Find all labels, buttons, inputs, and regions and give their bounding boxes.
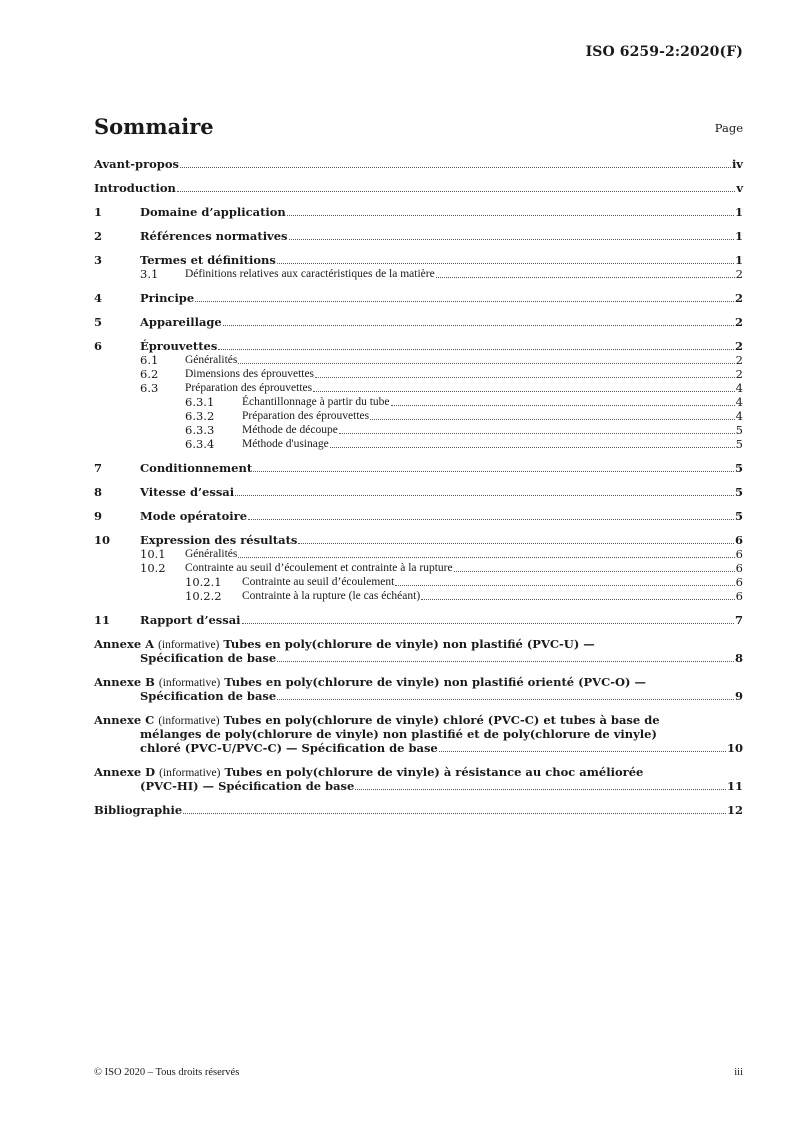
footer-copyright: © ISO 2020 – Tous droits réservés (94, 1067, 240, 1078)
toc-page: 2 (735, 353, 743, 367)
toc-entry-6-1[interactable] (94, 353, 743, 367)
toc-page: 6 (734, 533, 743, 547)
annex-prefix: Annexe D (94, 765, 156, 779)
toc-label: Généralités (185, 548, 238, 560)
toc-label: Domaine d’application (140, 205, 286, 219)
toc-page: 1 (734, 205, 743, 219)
annex-title-end: chloré (PVC-U/PVC-C) — Spécification de base (140, 741, 438, 755)
toc-label: Définitions relatives aux caractéristiques de la matière (185, 268, 435, 280)
toc-entry-10-2-1[interactable] (94, 575, 743, 589)
toc-label: Préparation des éprouvettes (242, 410, 370, 422)
toc-number: 6 (94, 339, 103, 353)
toc-page: 6 (735, 547, 743, 561)
toc-number: 10.2.1 (185, 575, 222, 589)
toc-label: Appareillage (140, 315, 222, 329)
toc-label: Échantillonnage à partir du tube (242, 396, 390, 408)
toc-label: Dimensions des éprouvettes (185, 368, 315, 380)
toc-entry-7[interactable] (94, 461, 743, 475)
annex-title-end: Spécification de base (140, 689, 277, 703)
toc-number: 10.2.2 (185, 589, 222, 603)
annex-kind: (informative) (158, 715, 220, 727)
toc-page: 6 (735, 575, 743, 589)
toc-entry-10[interactable] (94, 533, 743, 547)
toc-entry-6[interactable] (94, 339, 743, 353)
toc-label: Bibliographie (94, 803, 183, 817)
annex-title: Tubes en poly(chlorure de vinyle) non plastifié orienté (PVC-O) — (224, 675, 646, 689)
toc-page: 2 (734, 339, 743, 353)
toc-page: 5 (735, 437, 743, 451)
toc-entry-annex-c[interactable] (94, 713, 743, 755)
toc-entry-bibliography[interactable] (94, 803, 743, 817)
annex-prefix: Annexe A (94, 637, 155, 651)
annex-kind: (informative) (158, 639, 220, 651)
toc-entry-8[interactable] (94, 485, 743, 499)
toc-label: Principe (140, 291, 195, 305)
toc-page: 6 (735, 561, 743, 575)
toc-page: 12 (726, 803, 743, 817)
toc-entry-4[interactable] (94, 291, 743, 305)
toc-entry-5[interactable] (94, 315, 743, 329)
annex-title: Tubes en poly(chlorure de vinyle) non plastifié (PVC-U) — (223, 637, 595, 651)
toc-number: 10 (94, 533, 111, 547)
annex-title-end: (PVC-HI) — Spécification de base (140, 779, 355, 793)
toc-page: 2 (735, 267, 743, 281)
toc-label: Conditionnement (140, 461, 253, 475)
toc-page: 10 (726, 741, 743, 755)
toc-entry-annex-a[interactable] (94, 637, 743, 665)
toc-page: 2 (734, 291, 743, 305)
annex-prefix: Annexe C (94, 713, 155, 727)
toc-number: 4 (94, 291, 103, 305)
toc-page: 5 (734, 461, 743, 475)
toc-label: Méthode de découpe (242, 424, 338, 436)
footer-page-number: iii (734, 1067, 743, 1078)
toc-page: 5 (734, 485, 743, 499)
toc-entry-6-2[interactable] (94, 367, 743, 381)
toc-entry-10-2-2[interactable] (94, 589, 743, 603)
toc-entry-1[interactable] (94, 205, 743, 219)
toc-number: 3.1 (140, 267, 159, 281)
toc-page: 7 (734, 613, 743, 627)
toc-entry-6-3-1[interactable] (94, 395, 743, 409)
toc-number: 11 (94, 613, 111, 627)
toc-entry-introduction[interactable] (94, 181, 743, 195)
toc-page: 1 (734, 253, 743, 267)
toc-label: Préparation des éprouvettes (185, 382, 313, 394)
annex-title: Tubes en poly(chlorure de vinyle) à résistance au choc améliorée (224, 765, 644, 779)
toc-number: 6.1 (140, 353, 159, 367)
toc-label: Contrainte à la rupture (le cas échéant) (242, 590, 421, 602)
toc-entry-annex-d[interactable] (94, 765, 743, 793)
toc-page: 8 (734, 651, 743, 665)
toc-page: 4 (735, 381, 743, 395)
toc-page: 5 (735, 423, 743, 437)
toc-entry-3[interactable] (94, 253, 743, 267)
toc-number: 6.3.3 (185, 423, 215, 437)
toc-label: Termes et définitions (140, 253, 276, 267)
toc-number: 8 (94, 485, 103, 499)
toc-number: 6.3.2 (185, 409, 215, 423)
toc-label: Rapport d’essai (140, 613, 241, 627)
toc-label: Avant-propos (94, 157, 179, 171)
toc-entry-annex-b[interactable] (94, 675, 743, 703)
toc-number: 1 (94, 205, 103, 219)
toc-entry-6-3[interactable] (94, 381, 743, 395)
toc-entry-6-3-2[interactable] (94, 409, 743, 423)
document-id: ISO 6259-2:2020(F) (585, 44, 743, 60)
toc-entry-6-3-4[interactable] (94, 437, 743, 451)
toc-entry-9[interactable] (94, 509, 743, 523)
toc-number: 7 (94, 461, 103, 475)
toc-number: 2 (94, 229, 103, 243)
toc-page: 11 (726, 779, 743, 793)
toc-number: 6.3.4 (185, 437, 215, 451)
annex-prefix: Annexe B (94, 675, 155, 689)
toc-label: Contrainte au seuil d’écoulement et contrainte à la rupture (185, 562, 453, 574)
annex-title: Tubes en poly(chlorure de vinyle) chloré (PVC-C) et tubes à base de (223, 713, 660, 727)
toc-number: 10.2 (140, 561, 166, 575)
toc-page: 1 (734, 229, 743, 243)
toc-entry-11[interactable] (94, 613, 743, 627)
toc-page: 4 (735, 409, 743, 423)
page-column-label: Page (714, 121, 743, 135)
toc-label: Généralités (185, 354, 238, 366)
toc-entry-10-1[interactable] (94, 547, 743, 561)
toc-number: 9 (94, 509, 103, 523)
toc-label: Méthode d'usinage (242, 438, 329, 450)
toc-number: 6.2 (140, 367, 159, 381)
toc-label: Références normatives (140, 229, 288, 243)
toc-entry-3-1[interactable] (94, 267, 743, 281)
toc-label: Éprouvettes (140, 339, 218, 353)
table-of-contents (94, 157, 743, 817)
annex-title-end: Spécification de base (140, 651, 277, 665)
toc-label: Contrainte au seuil d’écoulement (242, 576, 395, 588)
toc-entry-2[interactable] (94, 229, 743, 243)
toc-page: v (736, 181, 743, 195)
annex-title-line2: mélanges de poly(chlorure de vinyle) non plastifié et de poly(chlorure de vinyle) (140, 727, 657, 741)
toc-page: 2 (735, 367, 743, 381)
toc-page: 2 (734, 315, 743, 329)
toc-number: 5 (94, 315, 103, 329)
toc-page: 6 (735, 589, 743, 603)
page-title: Sommaire (94, 114, 214, 139)
toc-label: Vitesse d’essai (140, 485, 235, 499)
annex-kind: (informative) (158, 677, 221, 689)
toc-page: 9 (734, 689, 743, 703)
toc-entry-avant-propos[interactable] (94, 157, 743, 171)
toc-entry-10-2[interactable] (94, 561, 743, 575)
toc-page: iv (731, 157, 743, 171)
annex-kind: (informative) (159, 767, 221, 779)
toc-label: Introduction (94, 181, 176, 195)
toc-number: 3 (94, 253, 103, 267)
toc-number: 6.3 (140, 381, 159, 395)
toc-page: 5 (734, 509, 743, 523)
toc-page: 4 (735, 395, 743, 409)
toc-number: 6.3.1 (185, 395, 215, 409)
toc-label: Expression des résultats (140, 533, 298, 547)
toc-number: 10.1 (140, 547, 166, 561)
toc-label: Mode opératoire (140, 509, 248, 523)
toc-entry-6-3-3[interactable] (94, 423, 743, 437)
